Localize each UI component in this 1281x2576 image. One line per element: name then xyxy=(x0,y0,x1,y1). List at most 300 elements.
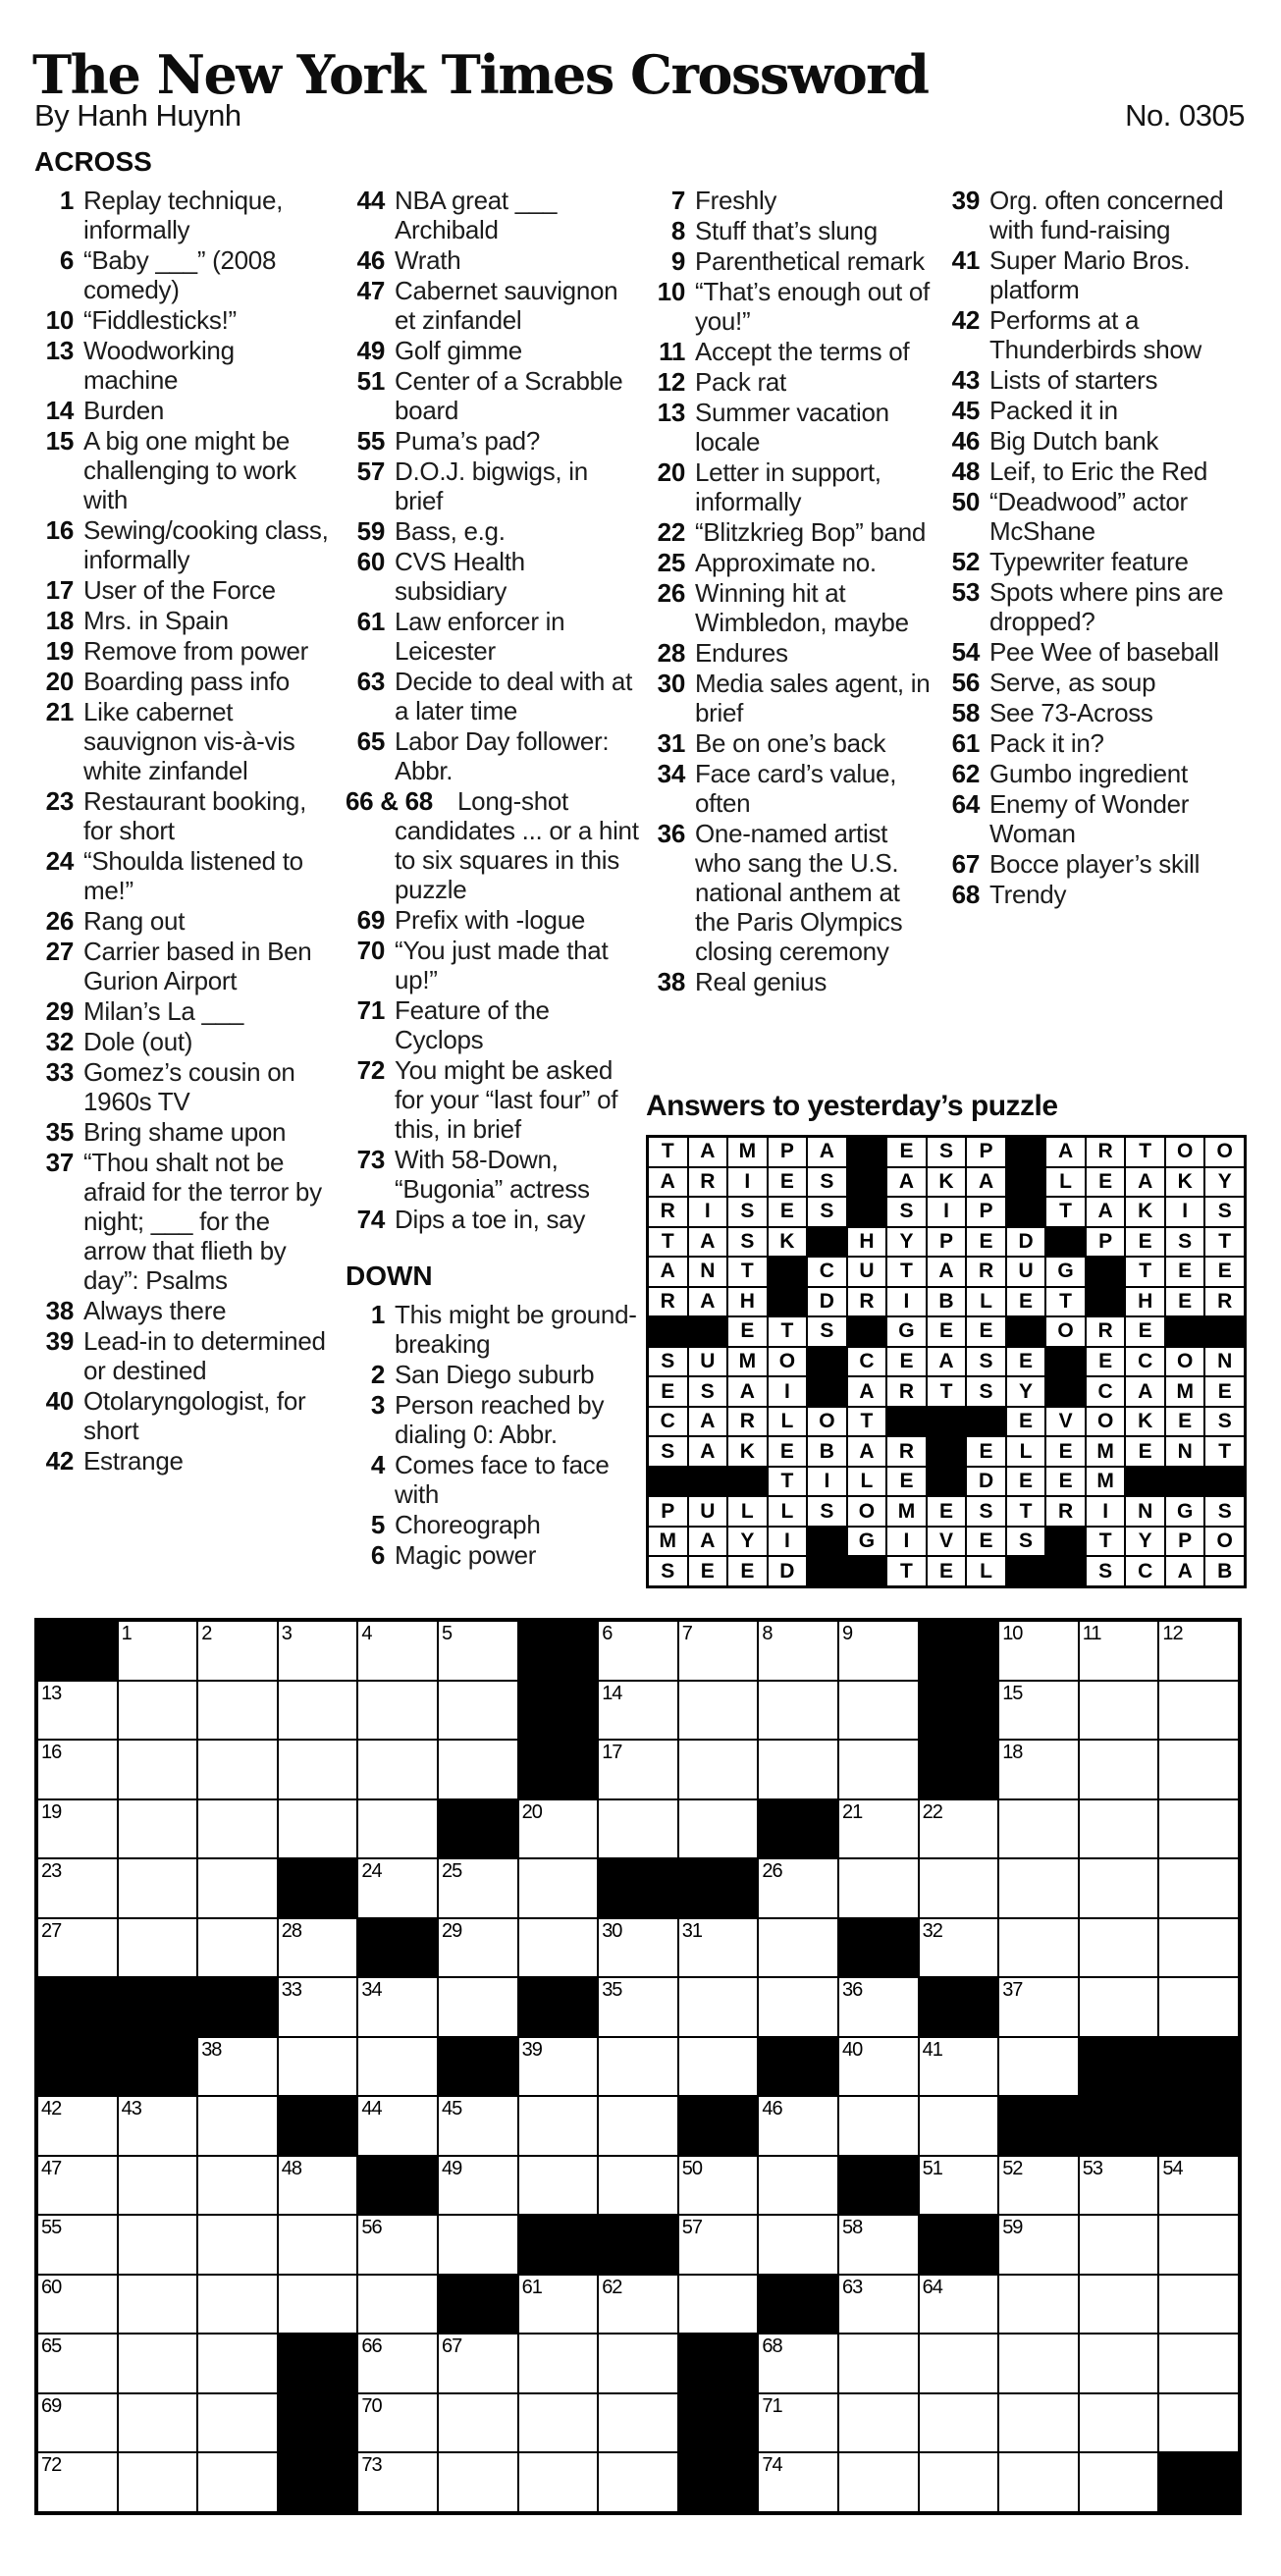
grid-cell[interactable] xyxy=(598,2334,678,2393)
answer-cell: A xyxy=(847,1436,887,1467)
clue-23 xyxy=(34,786,329,845)
grid-cell[interactable] xyxy=(678,1977,759,2037)
grid-cell[interactable] xyxy=(518,2334,599,2393)
cell-number: 19 xyxy=(41,1800,62,1823)
grid-cell[interactable] xyxy=(838,1799,919,1859)
clue-text: Comes face to face with xyxy=(395,1450,610,1509)
answer-cell-black xyxy=(1125,1467,1165,1497)
grid-cell[interactable] xyxy=(197,2275,278,2334)
grid-cell[interactable] xyxy=(598,1799,678,1859)
grid-cell[interactable] xyxy=(1079,1918,1159,1978)
grid-cell[interactable] xyxy=(438,2393,518,2453)
grid-cell[interactable] xyxy=(118,2452,198,2512)
grid-cell[interactable] xyxy=(37,1918,118,1978)
grid-cell[interactable] xyxy=(278,1621,358,1681)
grid-cell[interactable] xyxy=(1079,1799,1159,1859)
cell-number: 26 xyxy=(762,1860,782,1883)
grid-cell[interactable] xyxy=(1079,1858,1159,1918)
answer-cell: E xyxy=(1006,1407,1046,1437)
grid-cell[interactable] xyxy=(598,1681,678,1741)
grid-cell[interactable] xyxy=(838,1740,919,1799)
answer-cell: M xyxy=(886,1496,927,1527)
cell-number: 56 xyxy=(361,2217,382,2239)
grid-cell[interactable] xyxy=(678,2037,759,2097)
grid-cell[interactable] xyxy=(118,1740,198,1799)
grid-cell[interactable] xyxy=(1158,2275,1239,2334)
grid-cell[interactable] xyxy=(197,1858,278,1918)
grid-cell[interactable] xyxy=(438,1977,518,2037)
answer-cell-black xyxy=(1165,1316,1205,1347)
grid-cell[interactable] xyxy=(678,1799,759,1859)
grid-cell[interactable] xyxy=(598,1977,678,2037)
answer-cell: E xyxy=(966,1227,1006,1258)
answer-cell: I xyxy=(807,1467,847,1497)
grid-cell[interactable] xyxy=(838,2215,919,2275)
grid-cell[interactable] xyxy=(1079,1977,1159,2037)
grid-cell-black xyxy=(518,1977,599,2037)
grid-cell-black xyxy=(438,2037,518,2097)
grid-cell[interactable] xyxy=(278,2275,358,2334)
grid-cell[interactable] xyxy=(197,1621,278,1681)
grid-cell[interactable] xyxy=(598,2156,678,2216)
answer-cell: C xyxy=(648,1407,688,1437)
answer-cell: E xyxy=(1125,1436,1165,1467)
clue-text: Prefix with -logue xyxy=(395,905,586,935)
grid-cell[interactable] xyxy=(838,2275,919,2334)
grid-cell[interactable] xyxy=(998,1858,1079,1918)
grid-cell[interactable] xyxy=(758,1621,838,1681)
clue-number: 14 xyxy=(45,396,74,425)
grid-cell-black xyxy=(919,2215,999,2275)
grid-cell[interactable] xyxy=(998,1977,1079,2037)
answer-cell: Y xyxy=(1006,1376,1046,1407)
clue-22 xyxy=(646,517,938,547)
grid-cell[interactable] xyxy=(758,1740,838,1799)
grid-cell[interactable] xyxy=(919,2452,999,2512)
grid-cell[interactable] xyxy=(197,2037,278,2097)
grid-cell[interactable] xyxy=(118,2215,198,2275)
cell-number: 40 xyxy=(841,2038,863,2061)
grid-cell[interactable] xyxy=(37,1740,118,1799)
grid-cell[interactable] xyxy=(919,2393,999,2453)
grid-cell[interactable] xyxy=(1079,2452,1159,2512)
grid-cell[interactable] xyxy=(278,1977,358,2037)
grid-cell[interactable] xyxy=(1158,2215,1239,2275)
grid-cell[interactable] xyxy=(357,2096,438,2156)
grid-cell[interactable] xyxy=(118,2156,198,2216)
grid-cell[interactable] xyxy=(37,2393,118,2453)
grid-cell[interactable] xyxy=(919,1799,999,1859)
grid-cell[interactable] xyxy=(758,1858,838,1918)
answer-cell: D xyxy=(807,1287,847,1317)
grid-cell[interactable] xyxy=(838,2452,919,2512)
answer-cell: O xyxy=(1045,1316,1086,1347)
clue-text: Cabernet sauvignon et zinfandel xyxy=(395,276,618,335)
grid-cell[interactable] xyxy=(357,1740,438,1799)
grid-cell[interactable] xyxy=(197,2215,278,2275)
grid-cell[interactable] xyxy=(838,2393,919,2453)
grid-cell[interactable] xyxy=(758,2334,838,2393)
clue-41 xyxy=(940,245,1249,304)
grid-cell[interactable] xyxy=(357,2275,438,2334)
grid-cell[interactable] xyxy=(1079,2393,1159,2453)
grid-cell[interactable] xyxy=(998,2156,1079,2216)
cell-number: 49 xyxy=(441,2157,462,2179)
grid-cell[interactable] xyxy=(758,2452,838,2512)
grid-cell[interactable] xyxy=(1079,2156,1159,2216)
grid-cell[interactable] xyxy=(438,1621,518,1681)
grid-cell[interactable] xyxy=(357,1621,438,1681)
grid-cell[interactable] xyxy=(357,2037,438,2097)
clue-text: Long-shot candidates ... or a hint to six squares in this puzzle xyxy=(395,786,639,904)
grid-cell[interactable] xyxy=(998,2393,1079,2453)
section-header-down: DOWN xyxy=(346,1261,433,1291)
clue-text: Super Mario Bros. platform xyxy=(989,245,1191,304)
grid-cell[interactable] xyxy=(197,1740,278,1799)
grid-cell[interactable] xyxy=(1079,2215,1159,2275)
answer-cell: S xyxy=(648,1556,688,1586)
grid-cell[interactable] xyxy=(919,1858,999,1918)
grid-cell[interactable] xyxy=(678,1681,759,1741)
grid-cell[interactable] xyxy=(998,2037,1079,2097)
grid-cell[interactable] xyxy=(998,1740,1079,1799)
answer-cell: L xyxy=(966,1556,1006,1586)
grid-cell[interactable] xyxy=(518,2037,599,2097)
grid-cell[interactable] xyxy=(1158,1799,1239,1859)
clue-text: Org. often concerned with fund-raising xyxy=(989,186,1224,244)
answer-cell-black xyxy=(927,1436,967,1467)
clue-number: 55 xyxy=(356,426,385,456)
grid-cell[interactable] xyxy=(758,2393,838,2453)
cell-number: 2 xyxy=(201,1623,212,1644)
answer-cell-black xyxy=(847,1556,887,1586)
grid-cell[interactable] xyxy=(197,2452,278,2512)
cell-number: 15 xyxy=(1002,1682,1023,1704)
grid-cell[interactable] xyxy=(919,2096,999,2156)
grid-cell[interactable] xyxy=(438,1740,518,1799)
clue-74 xyxy=(346,1205,640,1234)
answer-cell: C xyxy=(847,1347,887,1377)
grid-cell[interactable] xyxy=(998,1799,1079,1859)
grid-cell[interactable] xyxy=(678,1918,759,1978)
grid-cell[interactable] xyxy=(998,2215,1079,2275)
cell-number: 9 xyxy=(841,1623,853,1644)
grid-cell[interactable] xyxy=(118,1858,198,1918)
clue-text: Face card’s value, often xyxy=(695,759,897,818)
grid-cell[interactable] xyxy=(678,2215,759,2275)
answer-cell-black xyxy=(807,1347,847,1377)
grid-cell[interactable] xyxy=(518,1799,599,1859)
grid-cell[interactable] xyxy=(37,1799,118,1859)
grid-cell[interactable] xyxy=(598,2393,678,2453)
answer-cell: K xyxy=(1125,1197,1165,1227)
answer-cell: R xyxy=(966,1257,1006,1287)
clue-72 xyxy=(346,1055,640,1144)
grid-cell[interactable] xyxy=(518,2393,599,2453)
grid-cell[interactable] xyxy=(678,2275,759,2334)
answer-cell: P xyxy=(1086,1227,1126,1258)
grid-cell[interactable] xyxy=(598,2037,678,2097)
cell-number: 21 xyxy=(841,1800,863,1823)
grid-cell[interactable] xyxy=(838,2334,919,2393)
grid-cell[interactable] xyxy=(37,2215,118,2275)
grid-cell[interactable] xyxy=(838,1977,919,2037)
grid-cell-black xyxy=(278,2334,358,2393)
grid-cell[interactable] xyxy=(758,1977,838,2037)
answer-cell: T xyxy=(847,1407,887,1437)
grid-cell[interactable] xyxy=(1079,2275,1159,2334)
answer-cell: S xyxy=(886,1197,927,1227)
grid-cell[interactable] xyxy=(118,2393,198,2453)
answer-cell: R xyxy=(648,1287,688,1317)
grid-cell[interactable] xyxy=(438,2156,518,2216)
grid-cell[interactable] xyxy=(518,2452,599,2512)
answer-cell: E xyxy=(768,1197,808,1227)
answer-cell: A xyxy=(688,1137,728,1167)
grid-cell[interactable] xyxy=(37,2452,118,2512)
grid-cell[interactable] xyxy=(758,1918,838,1978)
clue-8 xyxy=(646,216,938,245)
grid-cell-black xyxy=(919,1740,999,1799)
grid-cell[interactable] xyxy=(919,1918,999,1978)
clue-text: Media sales agent, in brief xyxy=(695,669,931,727)
grid-cell[interactable] xyxy=(118,2334,198,2393)
grid-cell[interactable] xyxy=(37,2275,118,2334)
clue-text: Trendy xyxy=(989,880,1067,909)
clue-38 xyxy=(34,1296,329,1325)
grid-cell[interactable] xyxy=(278,2037,358,2097)
grid-cell[interactable] xyxy=(357,2452,438,2512)
answer-cell: S xyxy=(1006,1527,1046,1557)
grid-cell[interactable] xyxy=(197,2096,278,2156)
clue-60 xyxy=(346,547,640,606)
answer-cell-black xyxy=(1165,1467,1205,1497)
grid-cell[interactable] xyxy=(919,2334,999,2393)
grid-cell[interactable] xyxy=(1079,2334,1159,2393)
clue-19 xyxy=(34,636,329,666)
grid-cell[interactable] xyxy=(678,1621,759,1681)
grid-cell-black xyxy=(838,1918,919,1978)
cell-number: 69 xyxy=(41,2394,62,2417)
clue-number: 11 xyxy=(659,337,685,366)
answer-cell: E xyxy=(1204,1376,1245,1407)
grid-cell[interactable] xyxy=(1158,2334,1239,2393)
grid-cell[interactable] xyxy=(357,1858,438,1918)
grid-cell[interactable] xyxy=(758,2156,838,2216)
grid-cell[interactable] xyxy=(197,1918,278,1978)
grid-cell[interactable] xyxy=(438,1681,518,1741)
grid-cell[interactable] xyxy=(197,1799,278,1859)
answer-cell: B xyxy=(927,1287,967,1317)
grid-cell[interactable] xyxy=(518,2096,599,2156)
grid-cell[interactable] xyxy=(598,2275,678,2334)
grid-cell[interactable] xyxy=(518,1918,599,1978)
grid-cell[interactable] xyxy=(278,2156,358,2216)
grid-cell[interactable] xyxy=(998,2275,1079,2334)
grid-cell[interactable] xyxy=(998,1681,1079,1741)
grid-cell[interactable] xyxy=(518,1858,599,1918)
cell-number: 67 xyxy=(441,2335,462,2358)
grid-cell[interactable] xyxy=(37,2096,118,2156)
grid-cell[interactable] xyxy=(118,1799,198,1859)
grid-cell[interactable] xyxy=(1079,1621,1159,1681)
grid-cell[interactable] xyxy=(919,2037,999,2097)
cell-number: 16 xyxy=(41,1742,62,1764)
grid-cell[interactable] xyxy=(758,1681,838,1741)
clue-number: 71 xyxy=(356,995,385,1025)
clue-number: 29 xyxy=(45,996,74,1026)
grid-cell-black xyxy=(678,2393,759,2453)
answer-cell: I xyxy=(768,1376,808,1407)
grid-cell[interactable] xyxy=(598,1918,678,1978)
clue-15 xyxy=(34,426,329,514)
grid-cell[interactable] xyxy=(197,2334,278,2393)
grid-cell[interactable] xyxy=(1079,1740,1159,1799)
grid-cell[interactable] xyxy=(678,1740,759,1799)
clue-column-2 xyxy=(346,147,640,1571)
answer-cell: S xyxy=(807,1167,847,1198)
answer-cell: A xyxy=(727,1376,768,1407)
grid-cell[interactable] xyxy=(438,2334,518,2393)
grid-cell[interactable] xyxy=(357,1681,438,1741)
clue-text: Be on one’s back xyxy=(695,728,886,758)
grid-cell[interactable] xyxy=(838,2096,919,2156)
grid-cell[interactable] xyxy=(278,1740,358,1799)
grid-cell[interactable] xyxy=(438,2452,518,2512)
answer-cell: A xyxy=(688,1227,728,1258)
grid-cell[interactable] xyxy=(37,2334,118,2393)
grid-cell[interactable] xyxy=(118,1681,198,1741)
answer-cell-black xyxy=(648,1467,688,1497)
grid-cell[interactable] xyxy=(278,2215,358,2275)
grid-cell[interactable] xyxy=(438,1858,518,1918)
grid-cell[interactable] xyxy=(1158,1621,1239,1681)
grid-cell[interactable] xyxy=(1158,1681,1239,1741)
grid-cell[interactable] xyxy=(438,1918,518,1978)
answer-cell-black xyxy=(1006,1167,1046,1198)
grid-cell[interactable] xyxy=(598,1621,678,1681)
grid-cell-black xyxy=(1079,2037,1159,2097)
grid-cell[interactable] xyxy=(438,2215,518,2275)
grid-cell[interactable] xyxy=(118,2096,198,2156)
grid-cell[interactable] xyxy=(118,2275,198,2334)
clue-32 xyxy=(34,1027,329,1056)
answer-cell: T xyxy=(1204,1436,1245,1467)
clue-number: 68 xyxy=(951,880,980,909)
grid-cell[interactable] xyxy=(678,2156,759,2216)
clue-13 xyxy=(34,336,329,395)
grid-cell[interactable] xyxy=(278,1918,358,1978)
grid-cell[interactable] xyxy=(598,2096,678,2156)
answer-cell-black xyxy=(1045,1376,1086,1407)
clue-number: 38 xyxy=(45,1296,74,1325)
answer-cell: S xyxy=(648,1347,688,1377)
answer-cell: R xyxy=(886,1376,927,1407)
answer-cell-black xyxy=(807,1556,847,1586)
grid-cell[interactable] xyxy=(1158,1858,1239,1918)
answer-cell: M xyxy=(648,1527,688,1557)
grid-cell[interactable] xyxy=(197,1681,278,1741)
grid-cell[interactable] xyxy=(37,2156,118,2216)
grid-cell[interactable] xyxy=(758,2215,838,2275)
grid-cell[interactable] xyxy=(1158,2156,1239,2216)
grid-cell[interactable] xyxy=(118,1621,198,1681)
answer-cell: L xyxy=(768,1407,808,1437)
grid-cell[interactable] xyxy=(838,1681,919,1741)
clue-text: Gomez’s cousin on 1960s TV xyxy=(83,1057,295,1116)
clue-column-1 xyxy=(34,147,329,1476)
grid-cell[interactable] xyxy=(357,1977,438,2037)
grid-cell[interactable] xyxy=(1079,1681,1159,1741)
grid-cell[interactable] xyxy=(357,1799,438,1859)
answer-cell: I xyxy=(886,1527,927,1557)
grid-cell[interactable] xyxy=(438,2096,518,2156)
clue-59 xyxy=(346,516,640,546)
answer-cell: V xyxy=(927,1527,967,1557)
answer-cell-black xyxy=(966,1407,1006,1437)
cell-number: 52 xyxy=(1002,2157,1023,2179)
grid-cell[interactable] xyxy=(518,2156,599,2216)
grid-cell[interactable] xyxy=(118,1918,198,1978)
clue-text: San Diego suburb xyxy=(395,1360,595,1389)
grid-cell[interactable] xyxy=(838,2037,919,2097)
answer-cell: G xyxy=(1165,1496,1205,1527)
grid-cell[interactable] xyxy=(998,2334,1079,2393)
clue-55 xyxy=(346,426,640,456)
grid-cell[interactable] xyxy=(598,1740,678,1799)
clue-36 xyxy=(646,819,938,966)
grid-cell[interactable] xyxy=(998,2452,1079,2512)
answer-cell: E xyxy=(927,1556,967,1586)
grid-cell[interactable] xyxy=(278,1799,358,1859)
answer-cell: I xyxy=(688,1197,728,1227)
clue-42 xyxy=(940,305,1249,364)
grid-cell[interactable] xyxy=(1158,1918,1239,1978)
grid-cell[interactable] xyxy=(1158,1740,1239,1799)
grid-cell[interactable] xyxy=(37,1858,118,1918)
clue-40 xyxy=(34,1386,329,1445)
grid-cell[interactable] xyxy=(278,1681,358,1741)
answer-cell: S xyxy=(966,1496,1006,1527)
answer-cell: U xyxy=(688,1496,728,1527)
grid-cell[interactable] xyxy=(518,2275,599,2334)
cell-number: 22 xyxy=(922,1800,942,1823)
grid-cell[interactable] xyxy=(838,1621,919,1681)
cell-number: 28 xyxy=(281,1919,302,1942)
grid-cell[interactable] xyxy=(357,2393,438,2453)
grid-cell[interactable] xyxy=(919,2156,999,2216)
grid-cell[interactable] xyxy=(197,2156,278,2216)
clue-28 xyxy=(646,638,938,668)
answer-cell: T xyxy=(768,1316,808,1347)
grid-cell[interactable] xyxy=(357,2334,438,2393)
clue-20 xyxy=(34,667,329,696)
grid-cell[interactable] xyxy=(197,2393,278,2453)
grid-cell[interactable] xyxy=(838,1858,919,1918)
grid-cell[interactable] xyxy=(1158,1977,1239,2037)
clue-text: User of the Force xyxy=(83,575,276,605)
grid-cell[interactable] xyxy=(357,2215,438,2275)
grid-cell[interactable] xyxy=(1158,2393,1239,2453)
grid-cell[interactable] xyxy=(598,2452,678,2512)
grid-cell[interactable] xyxy=(998,1621,1079,1681)
answer-cell: C xyxy=(1125,1347,1165,1377)
grid-cell[interactable] xyxy=(998,1918,1079,1978)
grid-cell[interactable] xyxy=(758,2096,838,2156)
cell-number: 53 xyxy=(1082,2157,1103,2179)
grid-cell[interactable] xyxy=(37,1681,118,1741)
grid-cell[interactable] xyxy=(919,2275,999,2334)
